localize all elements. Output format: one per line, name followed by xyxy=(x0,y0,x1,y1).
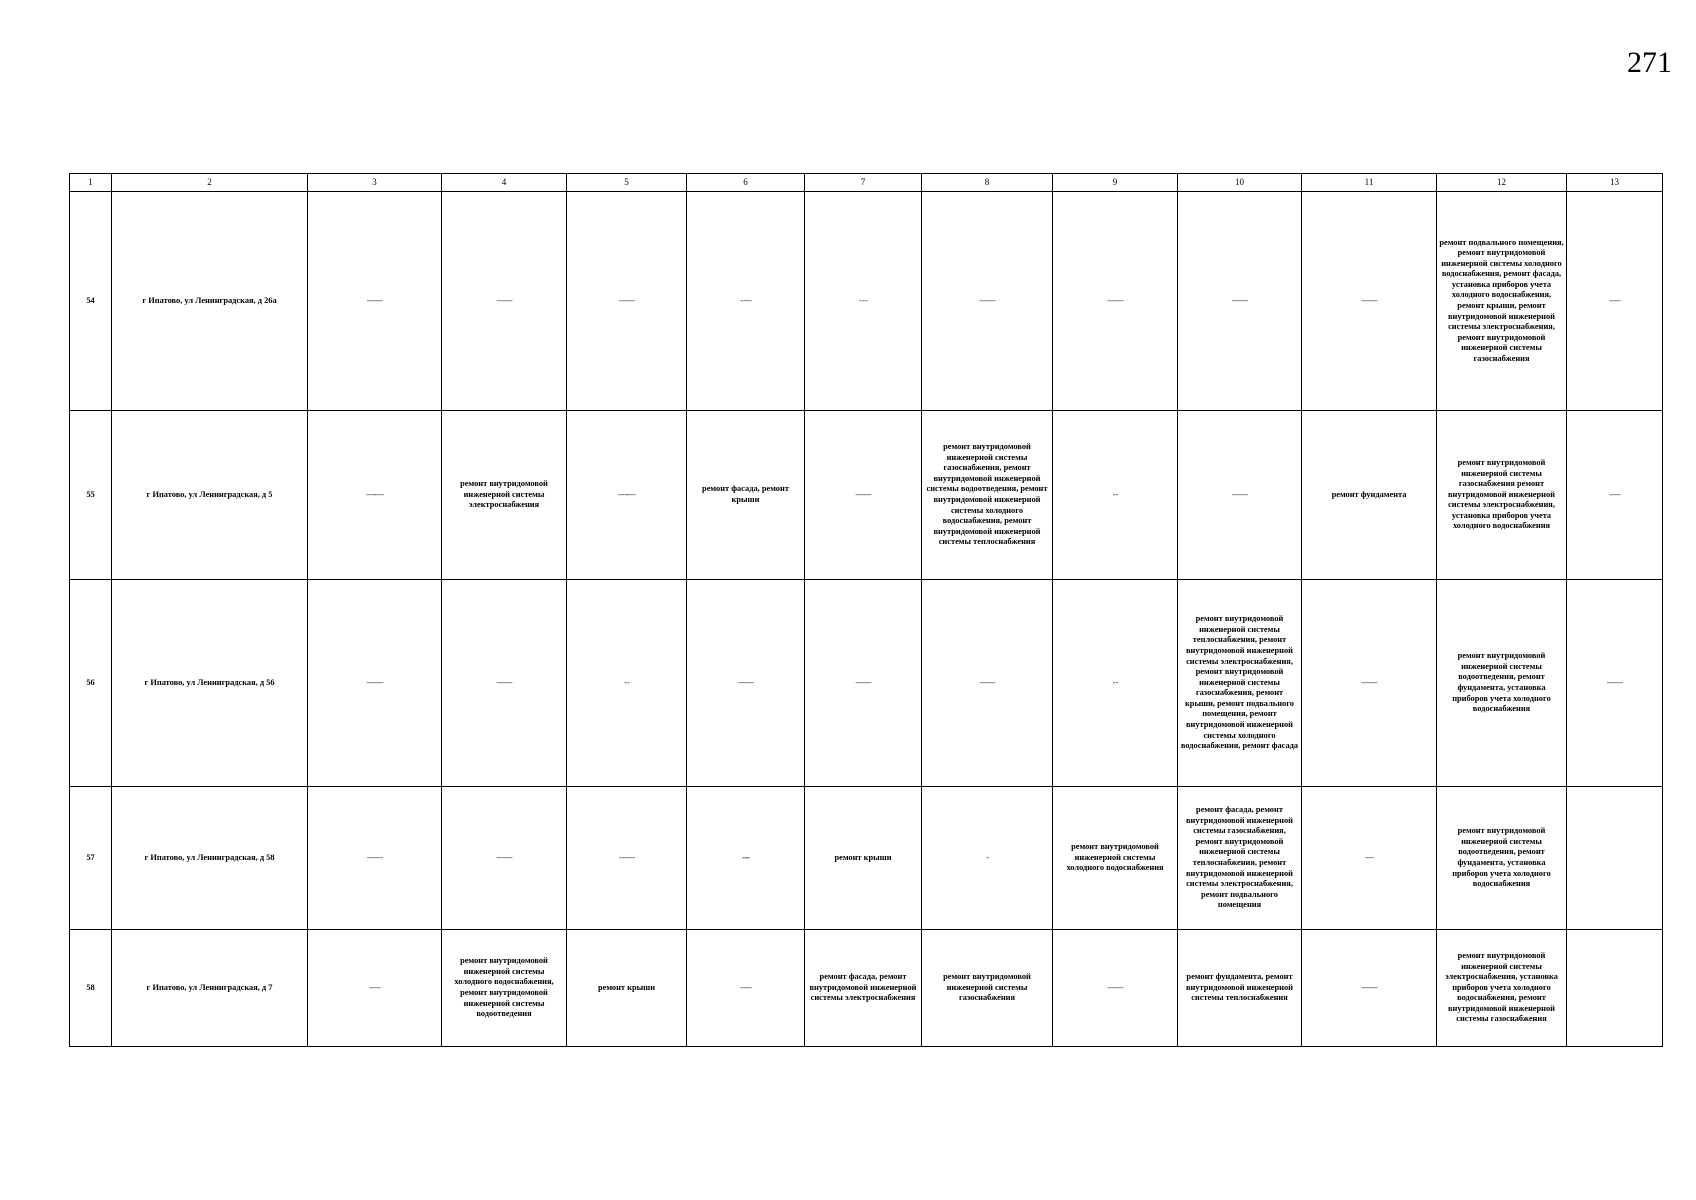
cell-col-5: —— xyxy=(567,192,687,411)
column-number-12: 12 xyxy=(1437,174,1567,192)
cell-col-12: ремонт подвального помещения, ремонт внутридомовой инженерной системы холодного водоснабжения, ремонт фасада, установка приборов учета холодного водоснабжения, ремонт крыши, ремонт внутридомовой инженерной системы электроснабжения, ремонт внутридомовой инженерной системы газоснабжения xyxy=(1437,192,1567,411)
cell-col-8: - xyxy=(922,787,1053,930)
cell-col-3: —— xyxy=(308,192,442,411)
cell-col-13 xyxy=(1567,787,1663,930)
cell-col-7: ремонт крыши xyxy=(805,787,922,930)
cell-col-5: ремонт крыши xyxy=(567,930,687,1047)
cell-col-4: —— xyxy=(442,192,567,411)
repair-schedule-table xyxy=(69,173,1663,1047)
cell-col-10: ремонт фундамента, ремонт внутридомовой инженерной системы теплоснабжения xyxy=(1178,930,1302,1047)
cell-col-4: —— xyxy=(442,787,567,930)
cell-col-5: - - xyxy=(567,580,687,787)
cell-col-11: —— xyxy=(1302,192,1437,411)
cell-col-4: ремонт внутридомовой инженерной системы электроснабжения xyxy=(442,411,567,580)
cell-col-9: —— xyxy=(1053,192,1178,411)
address-cell: г Ипатово, ул Ленинградская, д 58 xyxy=(112,787,308,930)
cell-col-9: - - xyxy=(1053,411,1178,580)
address-cell: г Ипатово, ул Ленинградская, д 5 xyxy=(112,411,308,580)
cell-col-7: - - - xyxy=(805,192,922,411)
cell-col-7: ремонт фасада, ремонт внутридомовой инженерной системы электроснабжения xyxy=(805,930,922,1047)
cell-col-7: —— xyxy=(805,580,922,787)
cell-col-8: —— xyxy=(922,580,1053,787)
table-row xyxy=(70,411,1663,580)
cell-col-9: —— xyxy=(1053,930,1178,1047)
column-number-13: 13 xyxy=(1567,174,1663,192)
cell-col-4: —— xyxy=(442,580,567,787)
cell-col-13: - — xyxy=(1567,411,1663,580)
table-row xyxy=(70,930,1663,1047)
row-number-cell: 58 xyxy=(70,930,112,1047)
cell-col-10: —— xyxy=(1178,411,1302,580)
cell-col-6: - — xyxy=(687,192,805,411)
column-number-4: 4 xyxy=(442,174,567,192)
cell-col-6: ремонт фасада, ремонт крыши xyxy=(687,411,805,580)
cell-col-8: ремонт внутридомовой инженерной системы газоснабжения, ремонт внутридомовой инженерной системы водоотведения, ремонт внутридомовой инженерной системы холодного водоснабжения, ремонт внутридомовой инженерной системы теплоснабжения xyxy=(922,411,1053,580)
cell-col-13: —— xyxy=(1567,580,1663,787)
cell-col-12: ремонт внутридомовой инженерной системы газоснабжения ремонт внутридомовой инженерной системы электроснабжения, установка приборов учета холодного водоснабжения xyxy=(1437,411,1567,580)
cell-col-8: —— xyxy=(922,192,1053,411)
cell-col-6: - — xyxy=(687,930,805,1047)
row-number-cell: 55 xyxy=(70,411,112,580)
column-number-8: 8 xyxy=(922,174,1053,192)
page-number: 271 xyxy=(1627,46,1672,79)
column-number-5: 5 xyxy=(567,174,687,192)
cell-col-12: ремонт внутридомовой инженерной системы водоотведения, ремонт фундамента, установка приборов учета холодного водоснабжения xyxy=(1437,787,1567,930)
column-number-10: 10 xyxy=(1178,174,1302,192)
table-row xyxy=(70,787,1663,930)
column-number-3: 3 xyxy=(308,174,442,192)
address-cell: г Ипатово, ул Ленинградская, д 56 xyxy=(112,580,308,787)
column-number-1: 1 xyxy=(70,174,112,192)
cell-col-9: ремонт внутридомовой инженерной системы холодного водоснабжения xyxy=(1053,787,1178,930)
address-cell: г Ипатово, ул Ленинградская, д 26а xyxy=(112,192,308,411)
column-number-row xyxy=(70,174,1663,192)
table-row xyxy=(70,580,1663,787)
column-number-2: 2 xyxy=(112,174,308,192)
cell-col-5: —-— xyxy=(567,411,687,580)
cell-col-11: —— xyxy=(1302,930,1437,1047)
cell-col-11: —— xyxy=(1302,580,1437,787)
cell-col-4: ремонт внутридомовой инженерной системы холодного водоснабжения, ремонт внутридомовой инженерной системы водоотведения xyxy=(442,930,567,1047)
cell-col-12: ремонт внутридомовой инженерной системы электроснабжения, установка приборов учета холодного водоснабжения, ремонт внутридомовой инженерной системы газоснабжения xyxy=(1437,930,1567,1047)
cell-col-3: —-— xyxy=(308,411,442,580)
cell-col-12: ремонт внутридомовой инженерной системы водоотведения, ремонт фундамента, установка приборов учета холодного водоснабжения xyxy=(1437,580,1567,787)
row-number-cell: 54 xyxy=(70,192,112,411)
row-number-cell: 56 xyxy=(70,580,112,787)
cell-col-5: —— xyxy=(567,787,687,930)
cell-col-13: - — xyxy=(1567,192,1663,411)
cell-col-11: ремонт фундамента xyxy=(1302,411,1437,580)
cell-col-6: ---- xyxy=(687,787,805,930)
cell-col-3: —— xyxy=(308,787,442,930)
cell-col-10: ремонт внутридомовой инженерной системы теплоснабжения, ремонт внутридомовой инженерной системы электроснабжения, ремонт внутридомовой инженерной системы газоснабжения, ремонт крыши, ремонт подвального помещения, ремонт внутридомовой инженерной системы холодного водоснабжения, ремонт фасада xyxy=(1178,580,1302,787)
cell-col-3: — - xyxy=(308,930,442,1047)
cell-col-6: —— xyxy=(687,580,805,787)
cell-col-10: ремонт фасада, ремонт внутридомовой инженерной системы газоснабжения, ремонт внутридомовой инженерной системы теплоснабжения, ремонт внутридомовой инженерной системы электроснабжения, ремонт подвального помещения xyxy=(1178,787,1302,930)
cell-col-11: — xyxy=(1302,787,1437,930)
cell-col-3: — — xyxy=(308,580,442,787)
cell-col-9: - - xyxy=(1053,580,1178,787)
cell-col-7: —— xyxy=(805,411,922,580)
column-number-6: 6 xyxy=(687,174,805,192)
column-number-9: 9 xyxy=(1053,174,1178,192)
cell-col-10: —— xyxy=(1178,192,1302,411)
cell-col-8: ремонт внутридомовой инженерной системы газоснабжения xyxy=(922,930,1053,1047)
column-number-7: 7 xyxy=(805,174,922,192)
column-number-11: 11 xyxy=(1302,174,1437,192)
row-number-cell: 57 xyxy=(70,787,112,930)
table-body xyxy=(70,174,1663,1047)
table-row xyxy=(70,192,1663,411)
address-cell: г Ипатово, ул Ленинградская, д 7 xyxy=(112,930,308,1047)
cell-col-13 xyxy=(1567,930,1663,1047)
